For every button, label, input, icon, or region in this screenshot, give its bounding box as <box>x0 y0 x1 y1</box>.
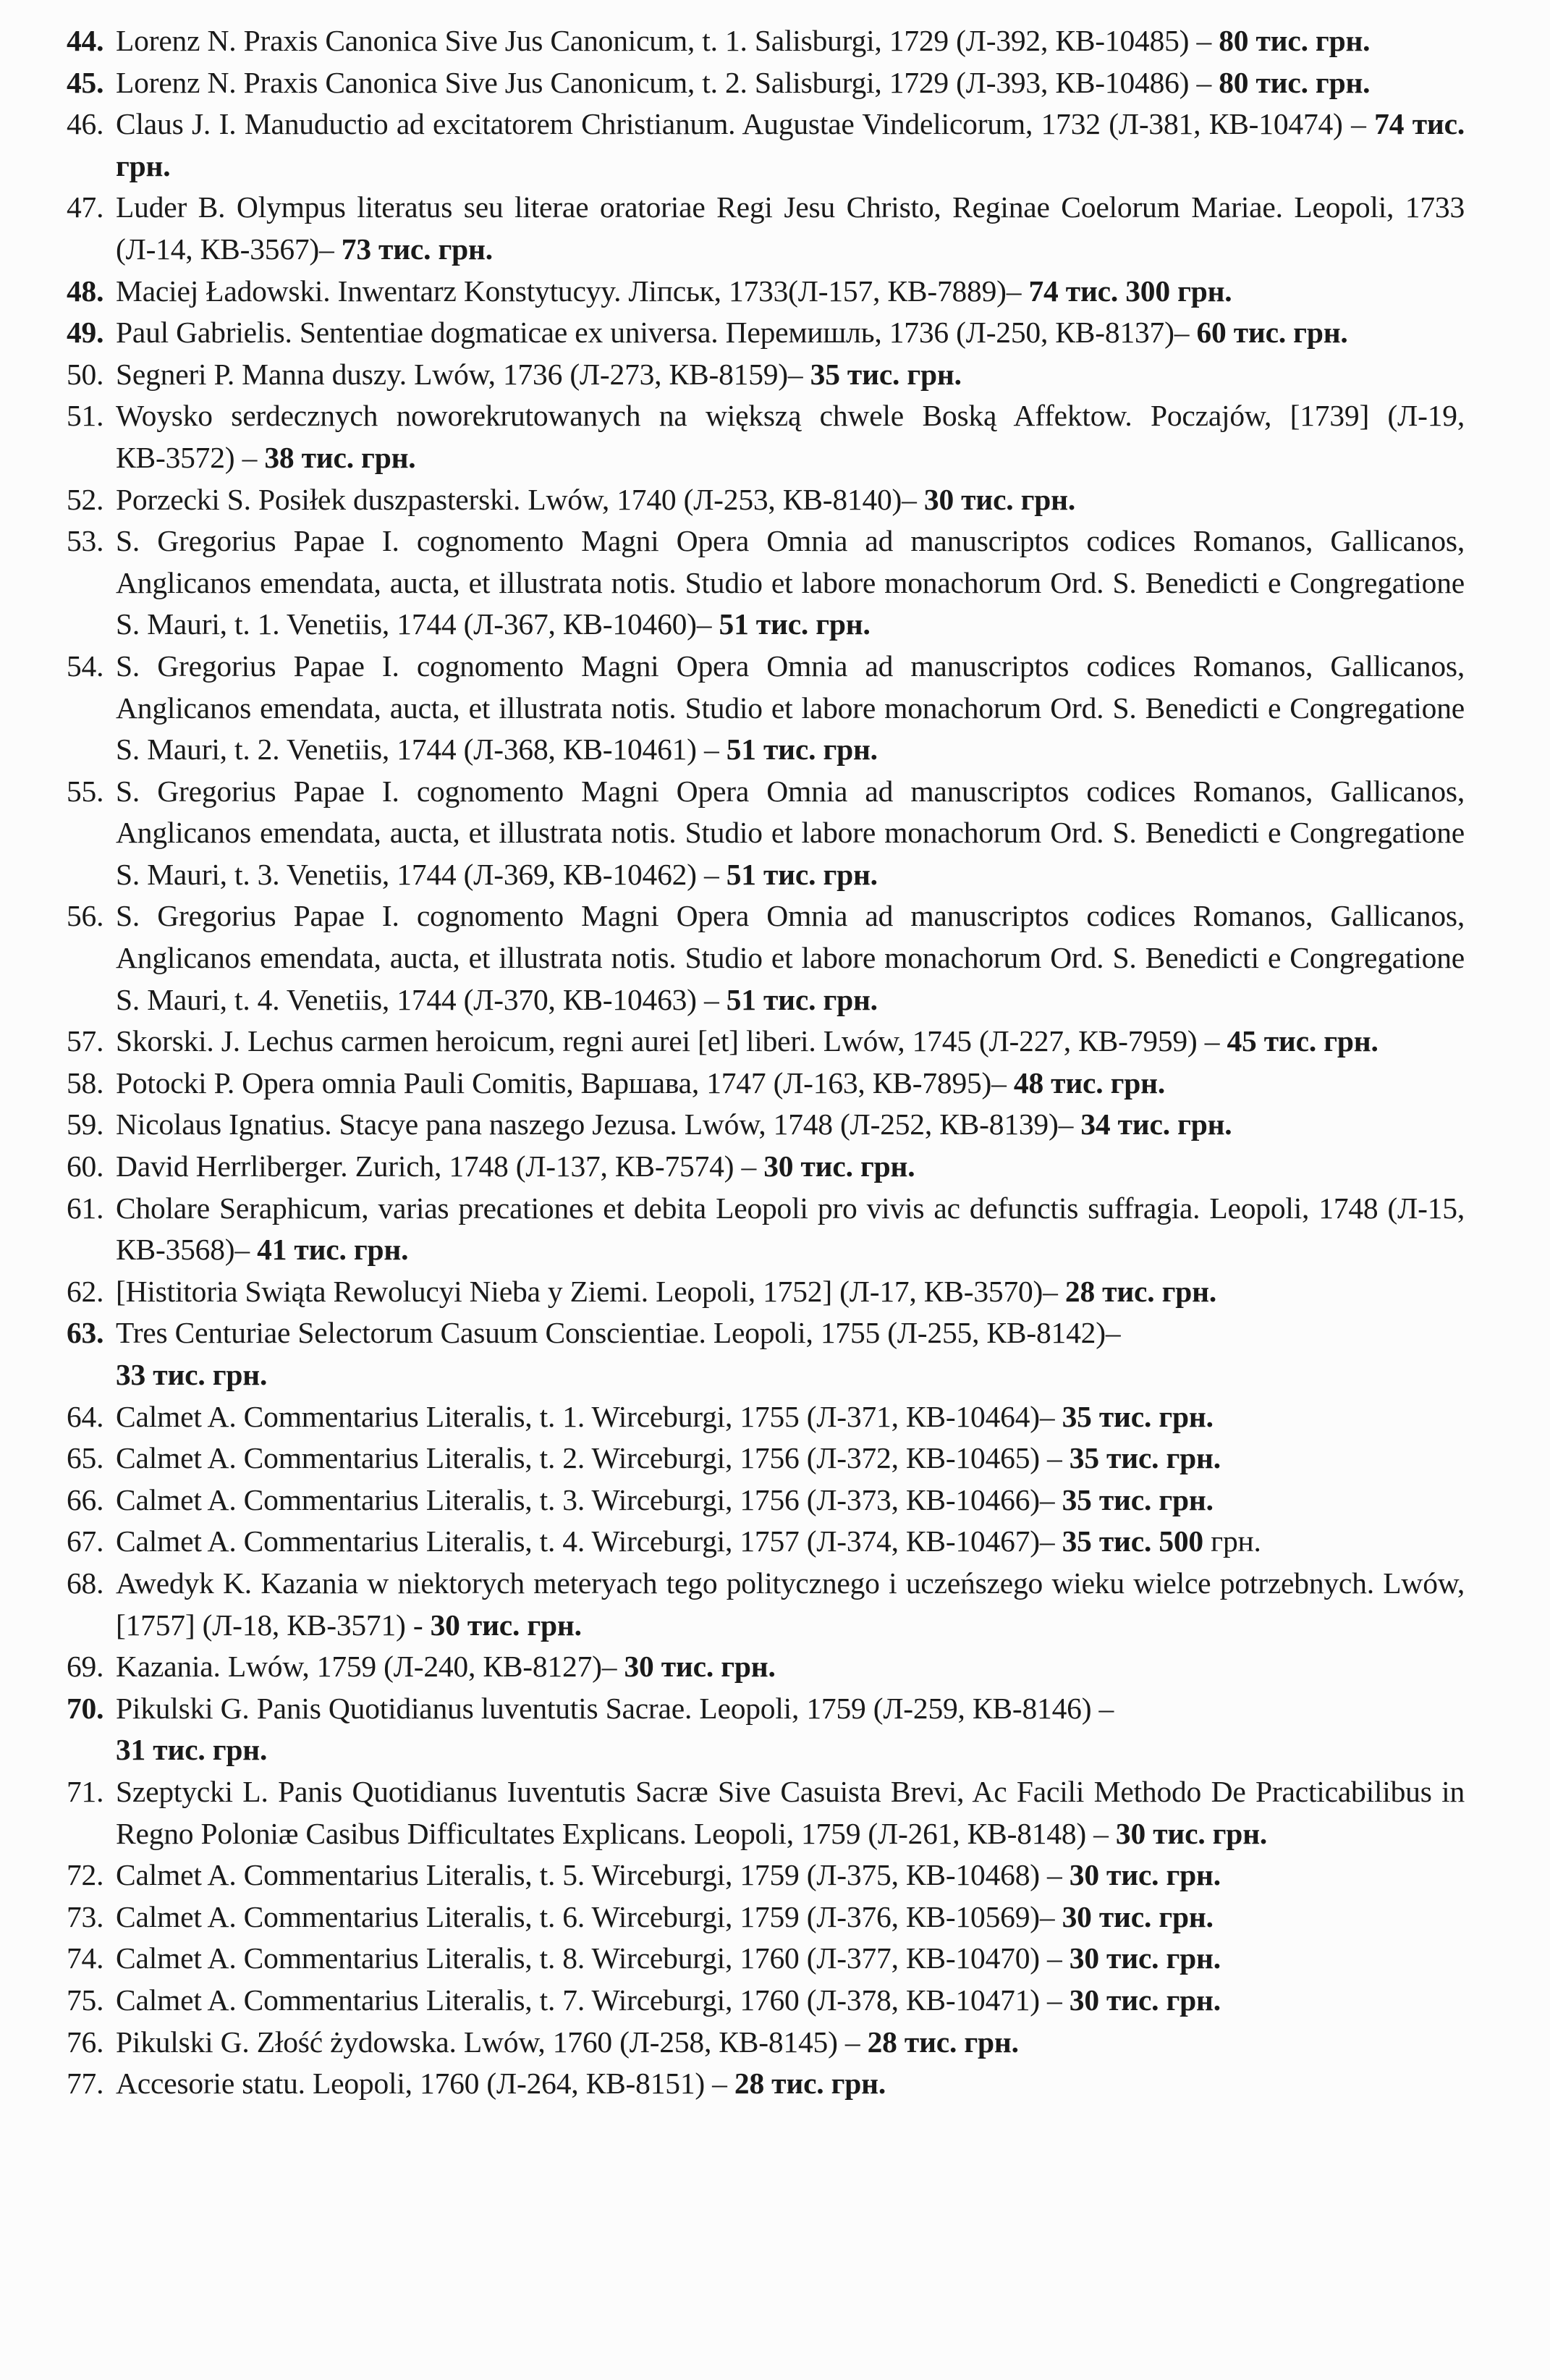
entry-number: 68. <box>67 1566 104 1600</box>
entry-price: 48 тис. грн. <box>1013 1065 1166 1100</box>
catalog-entry <box>67 1980 1465 2022</box>
entry-price: 51 тис. грн. <box>719 607 871 641</box>
entry-number: 46. <box>67 107 104 141</box>
entry-number: 53. <box>67 524 104 558</box>
catalog-entry <box>67 2022 1465 2064</box>
catalog-list <box>67 20 1465 2105</box>
entry-description: David Herrliberger. Zurich, 1748 (Л-137, КВ-7574) – <box>116 1149 764 1183</box>
entry-price: 31 тис. грн. <box>116 1733 268 1767</box>
entry-price: 60 тис. грн. <box>1196 316 1348 350</box>
entry-price: 38 тис. грн. <box>264 440 416 474</box>
entry-price: 30 тис. грн. <box>430 1608 582 1642</box>
entry-description: Awedyk K. Kazania w niektorych meteryach tego politycznego i uczeńszego wieku wielce potrzebnych. Lwów, [1757] (Л-18, КВ-3571) - <box>116 1566 1465 1642</box>
entry-number: 50. <box>67 357 104 391</box>
entry-number: 49. <box>67 316 104 350</box>
entry-description: Calmet A. Commentarius Literalis, t. 2. Wirceburgi, 1756 (Л-372, КВ-10465) – <box>116 1441 1070 1475</box>
entry-number: 75. <box>67 1983 104 2017</box>
catalog-entry <box>67 2063 1465 2105</box>
entry-price: 35 тис. грн. <box>1069 1441 1221 1475</box>
entry-number: 61. <box>67 1191 104 1225</box>
entry-description: S. Gregorius Papae I. cognomento Magni Opera Omnia ad manuscriptos codices Romanos, Gallicanos, Anglicanos emendata, aucta, et illustrata notis. Studio et labore monachorum Ord. S. Benedicti e Congregatione S. Mauri, t. 3. Venetiis, 1744 (Л-369, КВ-10462) – <box>116 774 1465 891</box>
entry-price-suffix: грн. <box>1203 1524 1261 1558</box>
catalog-entry <box>67 646 1465 771</box>
entry-number: 57. <box>67 1024 104 1058</box>
entry-description: Segneri P. Manna duszy. Lwów, 1736 (Л-273, КВ-8159)– <box>116 357 810 391</box>
entry-number: 69. <box>67 1650 104 1684</box>
entry-price: 80 тис. грн. <box>1219 65 1371 99</box>
entry-description: Woysko serdecznych noworekrutowanych na większą chwele Boską Affektow. Poczajów, [1739] (Л-19, КВ-3572) – <box>116 399 1465 474</box>
entry-number: 64. <box>67 1399 104 1433</box>
entry-price: 41 тис. грн. <box>257 1233 409 1267</box>
catalog-entry <box>67 187 1465 270</box>
catalog-entry <box>67 1438 1465 1480</box>
entry-description: Cholare Seraphicum, varias precationes et debita Leopoli pro vivis ac defunctis suffragia. Leopoli, 1748 (Л-15, КВ-3568)– <box>116 1191 1465 1267</box>
entry-price: 28 тис. грн. <box>734 2067 886 2101</box>
entry-price: 30 тис. грн. <box>1069 1941 1221 1975</box>
entry-number: 48. <box>67 274 104 308</box>
catalog-entry <box>67 104 1465 187</box>
entry-description: Calmet A. Commentarius Literalis, t. 6. Wirceburgi, 1759 (Л-376, КВ-10569)– <box>116 1899 1062 1933</box>
entry-description: Kazania. Lwów, 1759 (Л-240, КВ-8127)– <box>116 1650 624 1684</box>
entry-number: 62. <box>67 1274 104 1308</box>
entry-number: 45. <box>67 65 104 99</box>
catalog-entry <box>67 20 1465 62</box>
entry-number: 60. <box>67 1149 104 1183</box>
entry-number: 44. <box>67 24 104 57</box>
entry-description: Luder B. Olympus literatus seu literae oratoriae Regi Jesu Christo, Reginae Coelorum Mariae. Leopoli, 1733 (Л-14, КВ-3567)– <box>116 190 1465 266</box>
entry-price: 45 тис. грн. <box>1227 1024 1379 1058</box>
entry-price: 30 тис. грн. <box>1115 1816 1268 1850</box>
entry-description: Lorenz N. Praxis Canonica Sive Jus Canonicum, t. 1. Salisburgi, 1729 (Л-392, КВ-10485) – <box>116 24 1219 57</box>
entry-price: 35 тис. грн. <box>1062 1399 1214 1433</box>
entry-description: S. Gregorius Papae I. cognomento Magni Opera Omnia ad manuscriptos codices Romanos, Gallicanos, Anglicanos emendata, aucta, et illustrata notis. Studio et labore monachorum Ord. S. Benedicti e Congregatione S. Mauri, t. 1. Venetiis, 1744 (Л-367, КВ-10460)– <box>116 524 1465 641</box>
catalog-entry <box>67 1021 1465 1063</box>
catalog-entry <box>67 1104 1465 1146</box>
entry-number: 63. <box>67 1316 104 1350</box>
entry-description: Paul Gabrielis. Sententiae dogmaticae ex universa. Перемишль, 1736 (Л-250, КВ-8137)– <box>116 316 1197 350</box>
catalog-entry <box>67 1396 1465 1438</box>
entry-number: 55. <box>67 774 104 808</box>
entry-description: Lorenz N. Praxis Canonica Sive Jus Canonicum, t. 2. Salisburgi, 1729 (Л-393, КВ-10486) – <box>116 65 1219 99</box>
entry-price: 35 тис. 500 <box>1062 1524 1203 1558</box>
catalog-entry <box>67 895 1465 1021</box>
catalog-entry <box>67 312 1465 354</box>
entry-description: Calmet A. Commentarius Literalis, t. 8. Wirceburgi, 1760 (Л-377, КВ-10470) – <box>116 1941 1070 1975</box>
entry-number: 70. <box>67 1691 104 1725</box>
entry-number: 74. <box>67 1941 104 1975</box>
catalog-entry <box>67 1480 1465 1522</box>
entry-number: 71. <box>67 1774 104 1808</box>
catalog-entry <box>67 1521 1465 1563</box>
catalog-entry <box>67 1188 1465 1271</box>
catalog-entry <box>67 520 1465 646</box>
catalog-entry <box>67 1771 1465 1854</box>
entry-description: Nicolaus Ignatius. Stacye pana naszego Jezusa. Lwów, 1748 (Л-252, КВ-8139)– <box>116 1107 1081 1142</box>
entry-description: S. Gregorius Papae I. cognomento Magni Opera Omnia ad manuscriptos codices Romanos, Gallicanos, Anglicanos emendata, aucta, et illustrata notis. Studio et labore monachorum Ord. S. Benedicti e Congregatione S. Mauri, t. 2. Venetiis, 1744 (Л-368, КВ-10461) – <box>116 649 1465 767</box>
entry-price: 51 тис. грн. <box>726 857 878 891</box>
entry-description: Tres Centuriae Selectorum Casuum Conscientiae. Leopoli, 1755 (Л-255, КВ-8142)– <box>116 1316 1121 1350</box>
catalog-entry <box>67 1312 1465 1396</box>
entry-number: 54. <box>67 649 104 683</box>
entry-price: 30 тис. грн. <box>763 1149 915 1183</box>
catalog-entry <box>67 1146 1465 1188</box>
entry-number: 58. <box>67 1065 104 1100</box>
entry-description: Potocki P. Opera omnia Pauli Comitis, Варшава, 1747 (Л-163, КВ-7895)– <box>116 1065 1014 1100</box>
catalog-entry <box>67 62 1465 104</box>
entry-price: 73 тис. грн. <box>341 232 493 266</box>
catalog-entry <box>67 271 1465 313</box>
entry-number: 51. <box>67 399 104 433</box>
catalog-entry <box>67 1646 1465 1688</box>
catalog-entry <box>67 1938 1465 1980</box>
entry-description: Pikulski G. Panis Quotidianus luventutis Sacrae. Leopoli, 1759 (Л-259, КВ-8146) – <box>116 1691 1114 1725</box>
entry-description: Porzecki S. Posiłek duszpasterski. Lwów, 1740 (Л-253, КВ-8140)– <box>116 482 924 516</box>
entry-price: 33 тис. грн. <box>116 1358 268 1391</box>
entry-price: 35 тис. грн. <box>810 357 962 391</box>
entry-number: 76. <box>67 2025 104 2059</box>
entry-description: Calmet A. Commentarius Literalis, t. 5. Wirceburgi, 1759 (Л-375, КВ-10468) – <box>116 1858 1070 1892</box>
entry-number: 56. <box>67 899 104 933</box>
entry-price: 30 тис. грн. <box>1069 1983 1221 2017</box>
entry-number: 77. <box>67 2067 104 2101</box>
entry-price: 80 тис. грн. <box>1219 24 1371 57</box>
entry-number: 67. <box>67 1524 104 1558</box>
catalog-entry <box>67 1688 1465 1771</box>
entry-number: 72. <box>67 1858 104 1892</box>
catalog-entry <box>67 1896 1465 1938</box>
entry-description: Skorski. J. Lechus carmen heroicum, regni aurei [et] liberi. Lwów, 1745 (Л-227, КВ-7959) – <box>116 1024 1227 1058</box>
catalog-entry <box>67 354 1465 396</box>
entry-number: 47. <box>67 190 104 224</box>
entry-price: 51 тис. грн. <box>726 982 878 1016</box>
entry-price: 35 тис. грн. <box>1062 1482 1214 1516</box>
entry-description: Calmet A. Commentarius Literalis, t. 7. Wirceburgi, 1760 (Л-378, КВ-10471) – <box>116 1983 1070 2017</box>
entry-description: Calmet A. Commentarius Literalis, t. 4. Wirceburgi, 1757 (Л-374, КВ-10467)– <box>116 1524 1062 1558</box>
entry-description: S. Gregorius Papae I. cognomento Magni Opera Omnia ad manuscriptos codices Romanos, Gallicanos, Anglicanos emendata, aucta, et illustrata notis. Studio et labore monachorum Ord. S. Benedicti e Congregatione S. Mauri, t. 4. Venetiis, 1744 (Л-370, КВ-10463) – <box>116 899 1465 1016</box>
entry-price: 30 тис. грн. <box>923 482 1076 516</box>
entry-price: 34 тис. грн. <box>1080 1107 1232 1142</box>
entry-price: 30 тис. грн. <box>1062 1899 1214 1933</box>
entry-number: 73. <box>67 1899 104 1933</box>
catalog-entry <box>67 1563 1465 1646</box>
entry-description: Maciej Ładowski. Inwentarz Konstytucyy. Ліпськ, 1733(Л-157, КВ-7889)– <box>116 274 1029 308</box>
catalog-entry <box>67 1271 1465 1313</box>
entry-description: [Histitoria Swiąta Rewolucyi Nieba y Ziemi. Leopoli, 1752] (Л-17, КВ-3570)– <box>116 1274 1065 1308</box>
entry-description: Claus J. I. Manuductio ad excitatorem Christianum. Augustae Vindelicorum, 1732 (Л-381, КВ-10474) – <box>116 107 1375 141</box>
entry-price: 74 тис. 300 грн. <box>1028 274 1232 308</box>
entry-price: 28 тис. грн. <box>1064 1274 1217 1308</box>
entry-price: 30 тис. грн. <box>624 1650 776 1684</box>
entry-price: 51 тис. грн. <box>726 733 878 767</box>
entry-number: 65. <box>67 1441 104 1475</box>
entry-description: Szeptycki L. Panis Quotidianus Iuventutis Sacræ Sive Casuista Brevi, Ac Facili Methodo De Practicabilibus in Regno Poloniæ Casibus Difficultates Explicans. Leopoli, 1759 (Л-261, КВ-8148) – <box>116 1774 1465 1850</box>
entry-number: 66. <box>67 1482 104 1516</box>
entry-description: Calmet A. Commentarius Literalis, t. 1. Wirceburgi, 1755 (Л-371, КВ-10464)– <box>116 1399 1062 1433</box>
entry-description: Pikulski G. Złość żydowska. Lwów, 1760 (Л-258, КВ-8145) – <box>116 2025 868 2059</box>
entry-number: 59. <box>67 1107 104 1142</box>
catalog-entry <box>67 771 1465 896</box>
catalog-entry <box>67 1854 1465 1896</box>
catalog-entry <box>67 395 1465 478</box>
entry-description: Calmet A. Commentarius Literalis, t. 3. Wirceburgi, 1756 (Л-373, КВ-10466)– <box>116 1482 1062 1516</box>
entry-description: Accesorie statu. Leopoli, 1760 (Л-264, КВ-8151) – <box>116 2067 734 2101</box>
catalog-entry <box>67 1063 1465 1105</box>
catalog-entry <box>67 479 1465 521</box>
entry-price: 28 тис. грн. <box>867 2025 1019 2059</box>
entry-number: 52. <box>67 482 104 516</box>
entry-price: 74 тис. грн. <box>116 107 1465 182</box>
entry-price: 30 тис. грн. <box>1069 1858 1221 1892</box>
